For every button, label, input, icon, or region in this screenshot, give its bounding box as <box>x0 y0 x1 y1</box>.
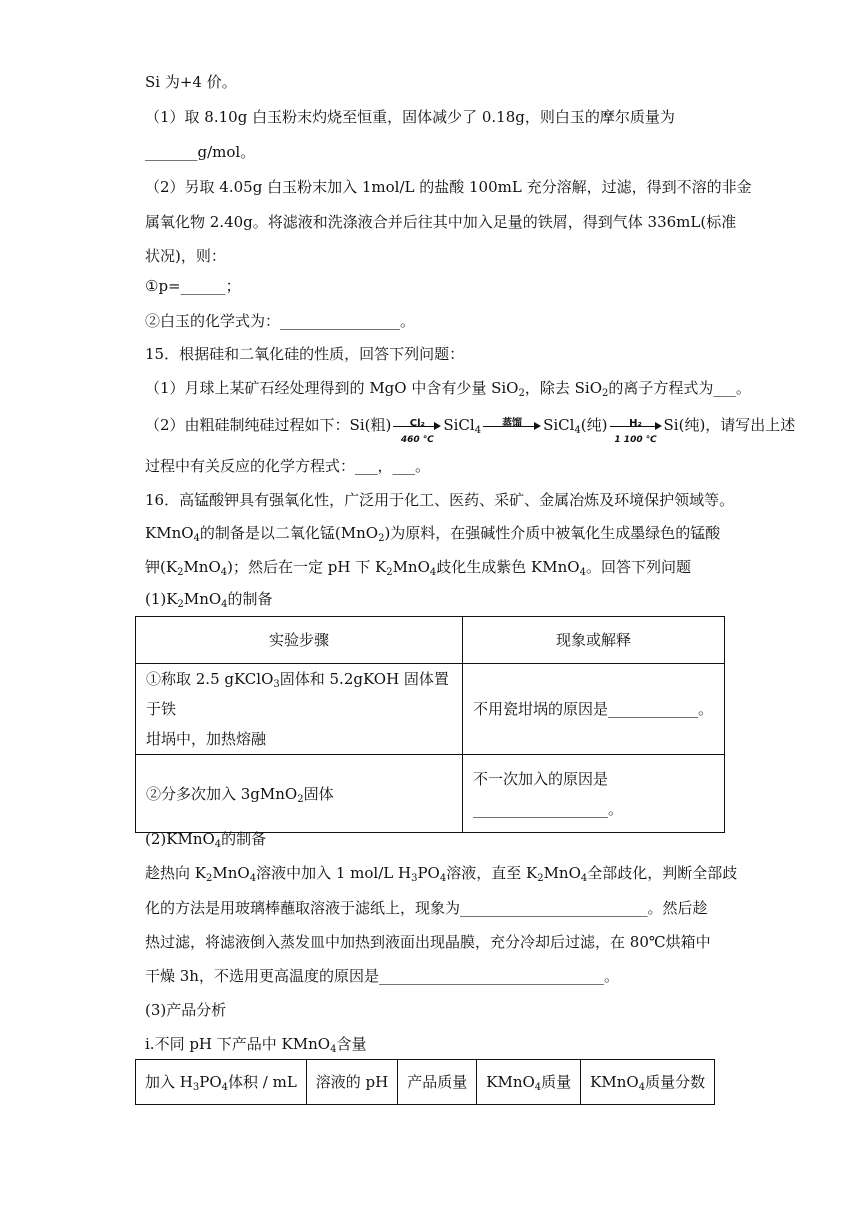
subscript: 4 <box>429 567 437 578</box>
table-header <box>136 1060 307 1105</box>
text-segment: i.不同 pH 下产品中 KMnO <box>145 1035 331 1053</box>
table-header <box>477 1060 581 1105</box>
arrow-condition: Cl₂ <box>409 418 425 429</box>
text-segment: KMnO <box>145 524 194 542</box>
subscript: 4 <box>638 1082 646 1093</box>
table-header: 实验步骤 <box>136 617 463 664</box>
subscript: 4 <box>579 567 586 578</box>
text-segment: ①称取 2.5 gKClO <box>146 670 274 688</box>
section-heading <box>145 829 266 849</box>
product-analysis-table <box>135 1059 715 1105</box>
subscript: 4 <box>220 567 228 578</box>
text-line <box>145 1034 366 1054</box>
text-segment: (2)KMnO <box>145 830 215 848</box>
text-segment: (1)K <box>145 590 178 608</box>
text-segment: (纯) <box>580 416 608 434</box>
text-segment: 质量 <box>541 1073 572 1091</box>
text-segment: ②分多次加入 3gMnO <box>146 784 298 803</box>
text-segment: SiCl <box>443 416 475 434</box>
text-segment: SiCl <box>543 416 575 434</box>
subscript: 2 <box>518 388 525 399</box>
text-segment: 趁热向 K <box>145 864 206 882</box>
text-segment: 加入 H <box>145 1073 193 1091</box>
text-segment: KMnO <box>590 1073 639 1091</box>
table-cell <box>136 664 463 755</box>
subscript: 4 <box>330 1044 337 1055</box>
text-segment: 。回答下列问题 <box>585 558 691 576</box>
text-line <box>145 557 691 577</box>
arrow-condition: 蒸馏 <box>502 418 523 429</box>
text-line <box>145 523 720 543</box>
subscript: 2 <box>602 388 609 399</box>
text-line: ①p=______； <box>145 277 241 295</box>
arrow-condition: H₂ <box>629 418 642 429</box>
subscript: 2 <box>205 873 213 884</box>
subscript: 4 <box>249 873 257 884</box>
text-line <box>145 863 737 883</box>
subscript: 2 <box>177 567 184 578</box>
table-header <box>581 1060 715 1105</box>
text-segment: （2）由粗硅制纯硅过程如下：Si(粗) <box>145 416 392 434</box>
text-segment: 全部歧化，判断全部歧 <box>587 864 738 882</box>
text-segment: MnO <box>212 864 250 882</box>
table-header: 现象或解释 <box>463 617 725 664</box>
text-segment: 固体和 5.2gKOH 固体置于铁 <box>146 670 449 718</box>
subscript: 2 <box>537 873 544 884</box>
text-line: Si 为+4 价。 <box>145 73 237 91</box>
text-line: ②白玉的化学式为：________________。 <box>145 312 416 330</box>
text-line: _______g/mol。 <box>145 143 256 161</box>
text-line: 过程中有关反应的化学方程式：___，___。 <box>145 457 431 475</box>
text-segment: 体积 / mL <box>228 1073 297 1091</box>
subscript: 4 <box>534 1082 542 1093</box>
text-segment: PO <box>417 864 440 882</box>
text-line: 属氧化物 2.40g。将滤液和洗涤液合并后往其中加入足量的铁屑，得到气体 336mL(标准 <box>145 213 737 231</box>
text-segment: 含量 <box>336 1035 367 1053</box>
text-segment: MnO <box>543 864 581 882</box>
subscript: 4 <box>193 533 200 544</box>
text-line: 热过滤，将滤液倒入蒸发皿中加热到液面出现晶膜，充分冷却后过滤，在 80℃烘箱中 <box>145 933 711 951</box>
subscript: 3 <box>192 1082 200 1093</box>
subscript: 2 <box>378 533 385 544</box>
subscript: 2 <box>297 793 304 805</box>
subscript: 4 <box>474 425 482 436</box>
text-segment: )；然后在一定 pH 下 K <box>227 558 387 576</box>
text-segment: KMnO <box>486 1073 535 1091</box>
text-segment: MnO <box>392 558 430 576</box>
text-segment: )为原料，在强碱性介质中被氧化生成墨绿色的锰酸 <box>384 524 721 542</box>
subscript: 4 <box>214 839 222 850</box>
text-segment: 不一次加入的原因是 <box>473 769 609 788</box>
subscript: 4 <box>580 873 588 884</box>
text-segment: 的离子方程式为___。 <box>608 379 751 397</box>
subscript: 4 <box>439 873 447 884</box>
section-heading: (3)产品分析 <box>145 1001 227 1019</box>
text-segment: 歧化生成紫色 KMnO <box>436 558 580 576</box>
table-cell: 不用瓷坩埚的原因是____________。 <box>463 664 725 755</box>
text-line <box>145 378 751 398</box>
subscript: 4 <box>221 599 228 610</box>
text-segment: 的制备是以二氧化锰(MnO <box>199 524 379 542</box>
text-segment: 坩埚中，加热熔融 <box>146 730 267 748</box>
text-segment: 质量分数 <box>645 1073 706 1091</box>
text-segment: PO <box>199 1073 222 1091</box>
text-segment: 溶液，直至 K <box>446 864 538 882</box>
question-1: （1）取 8.10g 白玉粉末灼烧至恒重，固体减少了 0.18g，则白玉的摩尔质量为 <box>145 108 675 126</box>
subscript: 3 <box>273 679 280 690</box>
text-segment: MnO <box>183 558 221 576</box>
table-header: 产品质量 <box>398 1060 477 1105</box>
section-heading <box>145 589 273 609</box>
question-2: （2）另取 4.05g 白玉粉末加入 1mol/L 的盐酸 100mL 充分溶解，过滤，得到不溶的非金 <box>145 178 752 196</box>
reaction-arrow <box>610 413 662 445</box>
reaction-arrow <box>393 413 441 445</box>
text-segment: （1）月球上某矿石经处理得到的 MgO 中含有少量 SiO <box>145 379 519 397</box>
table-cell <box>136 755 463 833</box>
text-segment: MnO <box>183 590 222 608</box>
subscript: 2 <box>177 599 184 610</box>
text-line: 干燥 3h，不选用更高温度的原因是______________________________。 <box>145 967 619 985</box>
text-segment: ，除去 SiO <box>524 379 602 397</box>
question-15: 15．根据硅和二氧化硅的性质，回答下列问题： <box>145 345 465 363</box>
subscript: 2 <box>386 567 393 578</box>
question-16: 16．高锰酸钾具有强氧化性，广泛用于化工、医药、采矿、金属冶炼及环境保护领域等。 <box>145 491 735 509</box>
text-segment: 固体 <box>303 784 334 803</box>
reaction-arrow <box>483 413 541 439</box>
text-segment: Si(纯)，请写出上述 <box>663 416 796 434</box>
subscript: 3 <box>411 873 418 884</box>
subscript: 4 <box>221 1082 228 1093</box>
arrow-condition: 1 100 ℃ <box>614 435 657 445</box>
text-segment: __________________。 <box>473 799 624 818</box>
experiment-table <box>135 616 725 833</box>
subscript: 4 <box>574 425 581 436</box>
text-segment: 的制备 <box>227 590 273 608</box>
text-line: 状况)，则： <box>145 247 226 265</box>
text-line <box>145 412 796 445</box>
text-line: 化的方法是用玻璃棒蘸取溶液于滤纸上，现象为_________________________。然后趁 <box>145 899 708 917</box>
arrow-condition: 460 ℃ <box>400 435 434 445</box>
text-segment: 的制备 <box>221 830 267 848</box>
table-header: 溶液的 pH <box>306 1060 397 1105</box>
table-cell <box>463 755 725 833</box>
text-segment: 钾(K <box>145 558 178 576</box>
text-segment: 溶液中加入 1 mol/L H <box>256 864 412 882</box>
